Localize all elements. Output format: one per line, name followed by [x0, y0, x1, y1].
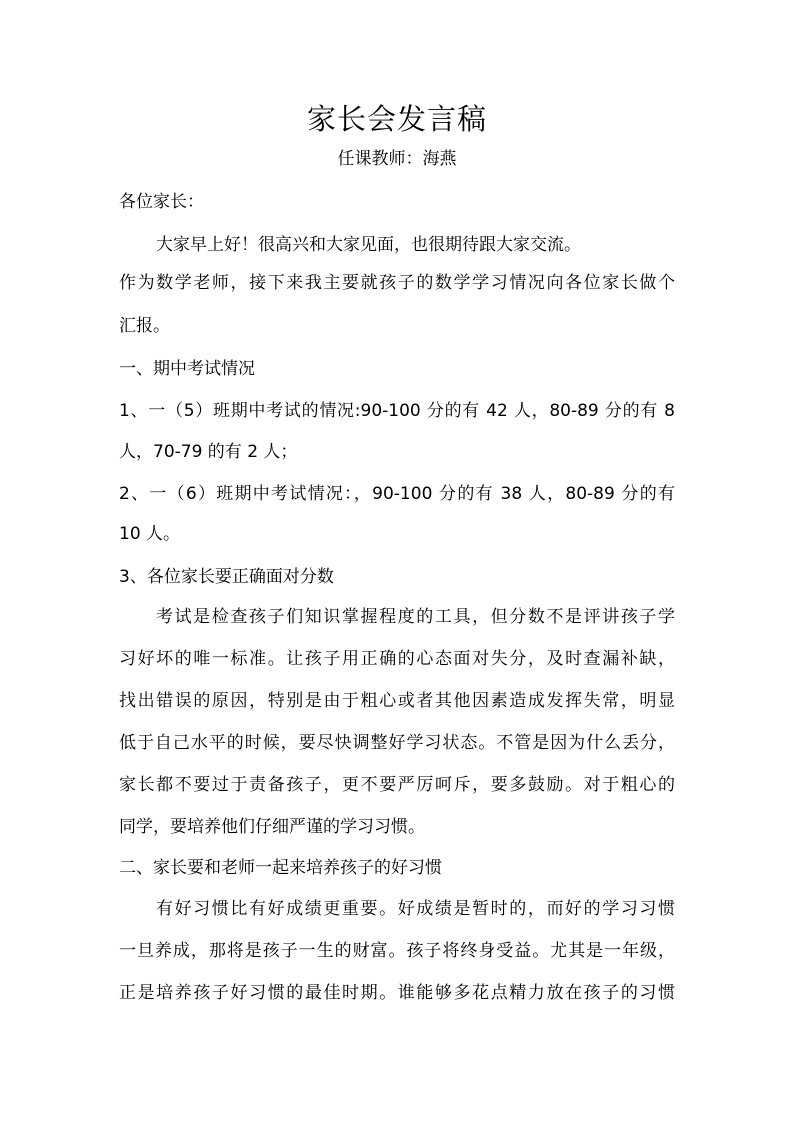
- paragraph-line: 10 人。: [119, 524, 181, 544]
- paragraph-line: 正是培养孩子好习惯的最佳时期。谁能够多花点精力放在孩子的习惯: [119, 983, 675, 1003]
- paragraph-line: 家长都不要过于责备孩子，更不要严厉呵斥，要多鼓励。对于粗心的: [119, 775, 675, 795]
- paragraph-line: 找出错误的原因，特别是由于粗心或者其他因素造成发挥失常，明显: [119, 691, 675, 711]
- paragraph-line: 低于自己水平的时候，要尽快调整好学习状态。不管是因为什么丢分，: [119, 733, 675, 753]
- paragraph-line: 汇报。: [119, 316, 170, 336]
- paragraph-line: 1、一（5）班期中考试的情况:90-100 分的有 42 人，80-89 分的有 8: [119, 401, 675, 421]
- paragraph-line: 习好坏的唯一标准。让孩子用正确的心态面对失分，及时查漏补缺，: [119, 649, 675, 669]
- paragraph-line: 2、一（6）班期中考试情况：，90-100 分的有 38 人，80-89 分的有: [119, 484, 675, 504]
- section-heading: 3、各位家长要正确面对分数: [119, 567, 334, 587]
- section-heading: 二、家长要和老师一起来培养孩子的好习惯: [119, 858, 442, 878]
- paragraph-line: 一旦养成，那将是孩子一生的财富。孩子将终身受益。尤其是一年级，: [119, 941, 675, 961]
- paragraph-line: 作为数学老师，接下来我主要就孩子的数学学习情况向各位家长做个: [119, 273, 675, 293]
- section-heading: 一、期中考试情况: [119, 359, 255, 379]
- greeting-line: 各位家长：: [119, 192, 204, 212]
- paragraph-line: 考试是检查孩子们知识掌握程度的工具，但分数不是评讲孩子学: [156, 607, 675, 627]
- paragraph-line: 同学，要培养他们仔细严谨的学习习惯。: [119, 817, 425, 837]
- paragraph-line: 有好习惯比有好成绩更重要。好成绩是暂时的，而好的学习习惯: [156, 899, 675, 919]
- paragraph-line: 人，70-79 的有 2 人；: [119, 442, 298, 462]
- document-title: 家长会发言稿: [306, 102, 487, 136]
- paragraph-line: 大家早上好！很高兴和大家见面，也很期待跟大家交流。: [156, 235, 581, 255]
- document-subtitle: 任课教师：海燕: [337, 149, 457, 169]
